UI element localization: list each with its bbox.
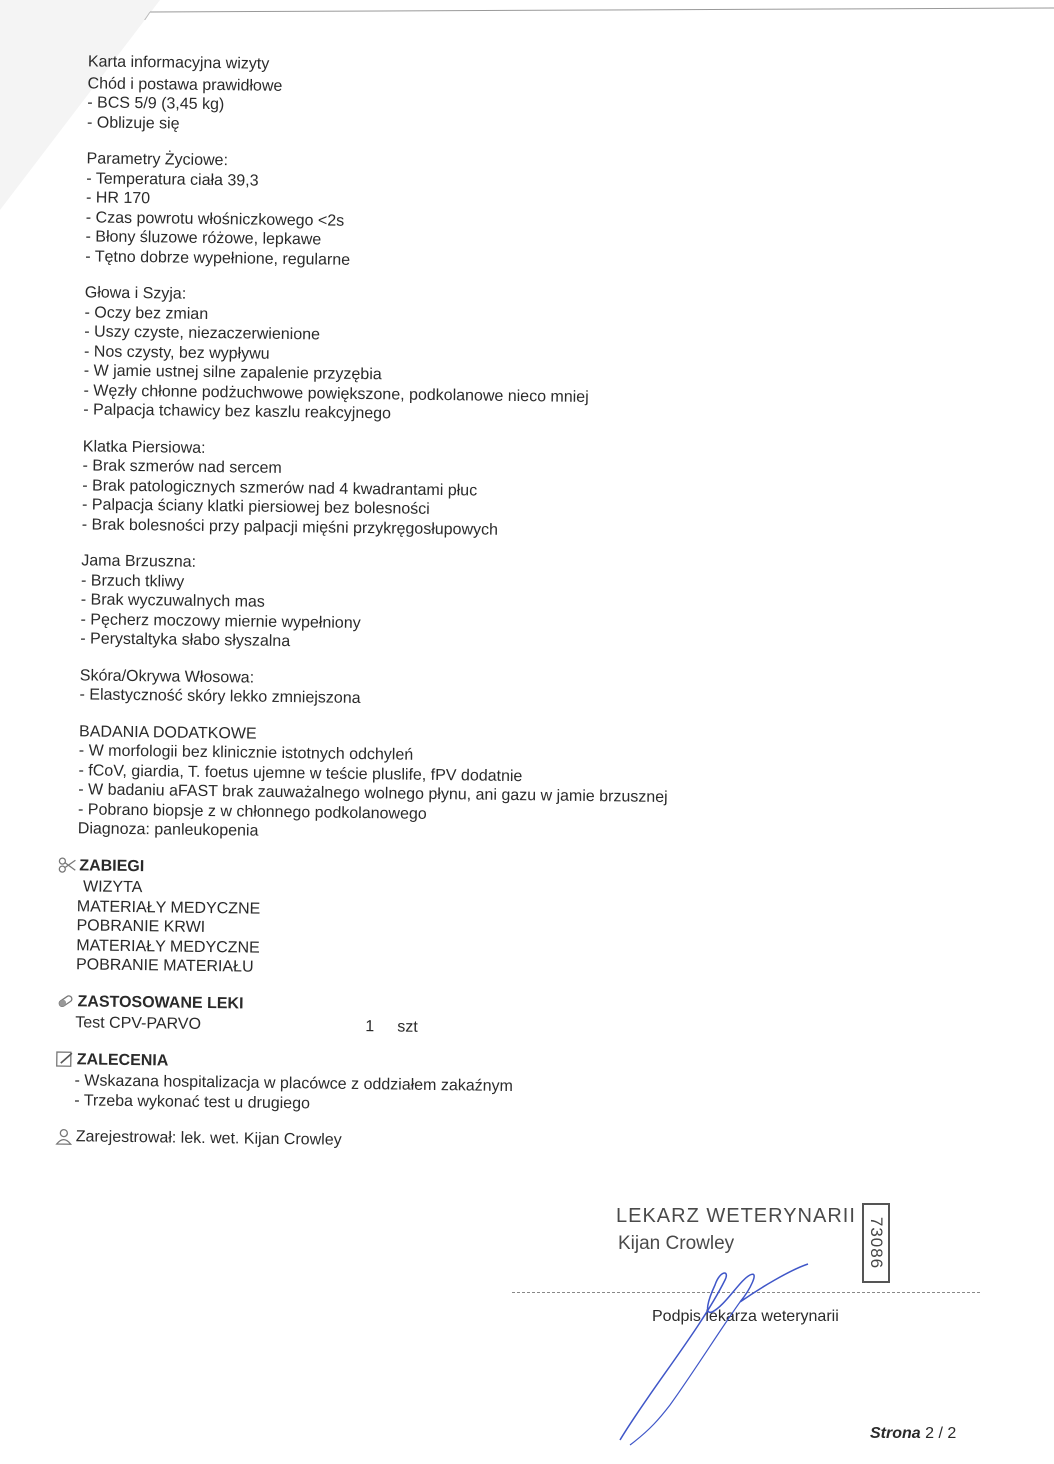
- page-total: / 2: [938, 1425, 957, 1442]
- head-neck-title: Głowa i Szyja:: [84, 284, 187, 303]
- vitals-item: - HR 170: [85, 189, 151, 208]
- chest-item: - Brak szmerów nad sercem: [82, 457, 282, 477]
- chest-title: Klatka Piersiowa:: [82, 437, 206, 457]
- vitals-item: - Czas powrotu włośniczkowego <2s: [85, 208, 345, 230]
- additional-tests-block: [50, 721, 951, 850]
- head-neck-item: - Uszy czyste, niezaczerwienione: [84, 323, 321, 344]
- document-title: Karta informacyjna wizyty: [87, 53, 270, 73]
- registered-by: [46, 1127, 946, 1158]
- abdomen-block: [52, 551, 953, 660]
- page-number: [870, 1425, 956, 1443]
- chest-block: [54, 436, 955, 545]
- recommendation-item: - Wskazana hospitalizacja w placówce z oddziałem zakaźnym: [74, 1072, 514, 1096]
- skin-block: [51, 665, 951, 716]
- additional-tests-item: - W morfologii bez klinicznie istotnych odchyleń: [78, 742, 414, 764]
- handwritten-signature: [600, 1240, 820, 1460]
- additional-tests-item: - fCoV, giardia, T. foetus ujemne w teście pluslife, fPV dodatnie: [78, 761, 523, 785]
- signature-label: Podpis lekarza weterynarii: [652, 1308, 839, 1325]
- page-top-edge: [0, 0, 1054, 20]
- recommendations-title: ZALECENIA: [76, 1050, 169, 1070]
- recommendation-item: - Trzeba wykonać test u drugiego: [74, 1091, 311, 1112]
- chest-item: - Palpacja ściany klatki piersiowej bez bolesności: [81, 496, 430, 518]
- general-line: - Oblizuje się: [86, 113, 180, 133]
- registered-text: Zarejestrował: lek. wet. Kijan Crowley: [75, 1128, 342, 1149]
- abdomen-item: - Perystaltyka słabo słyszalna: [80, 630, 291, 651]
- notepad-icon: [55, 1050, 75, 1068]
- procedure-item: MATERIAŁY MEDYCZNE: [76, 897, 261, 918]
- recommendations-section: [46, 1049, 947, 1121]
- skin-title: Skóra/Okrywa Włosowa:: [79, 666, 255, 687]
- scissors-icon: [57, 856, 77, 874]
- stamp-license-number: [862, 1203, 890, 1283]
- vitals-block: [57, 149, 958, 278]
- chest-item: - Brak patologicznych szmerów nad 4 kwadrantami płuc: [82, 476, 478, 499]
- procedures-title: ZABIEGI: [79, 856, 145, 875]
- drug-name: Test CPV-PARVO: [75, 1014, 202, 1033]
- page-label: Strona: [870, 1425, 921, 1442]
- vitals-item: - Temperatura ciała 39,3: [86, 169, 259, 190]
- abdomen-item: - Brak wyczuwalnych mas: [80, 591, 265, 611]
- head-neck-item: - Nos czysty, bez wypływu: [83, 342, 270, 363]
- registered-row: [54, 1127, 946, 1158]
- procedures-section: [48, 855, 949, 986]
- drug-quantity: 1: [365, 1018, 375, 1036]
- additional-tests-title: BADANIA DODATKOWE: [78, 722, 257, 743]
- head-neck-item: - Palpacja tchawicy bez kaszlu reakcyjnego: [83, 401, 392, 423]
- procedure-item: POBRANIE MATERIAŁU: [75, 956, 254, 976]
- abdomen-title: Jama Brzuszna:: [81, 552, 197, 571]
- drug-unit: szt: [397, 1018, 418, 1036]
- license-number: 73086: [867, 1216, 886, 1270]
- abdomen-item: - Brzuch tkliwy: [80, 571, 185, 591]
- page-current: 2: [925, 1425, 935, 1442]
- procedure-item: MATERIAŁY MEDYCZNE: [76, 936, 260, 957]
- user-icon: [54, 1128, 74, 1146]
- head-neck-item: - Węzły chłonne podżuchwowe powiększone, podkolanowe nieco mniej: [83, 381, 589, 406]
- procedure-item: WIZYTA: [82, 878, 143, 897]
- procedure-item: POBRANIE KRWI: [76, 917, 206, 936]
- additional-tests-item: - Pobrano biopsje z w chłonnego podkolanowego: [77, 800, 427, 823]
- head-neck-block: [55, 283, 957, 431]
- drugs-title: ZASTOSOWANE LEKI: [77, 992, 244, 1012]
- general-line: Chód i postawa prawidłowe: [87, 74, 283, 95]
- vitals-item: - Tętno dobrze wypełnione, regularne: [85, 247, 351, 269]
- visit-card-document: [45, 52, 959, 1175]
- diagnosis: Diagnoza: panleukopenia: [77, 820, 259, 840]
- chest-item: - Brak bolesności przy palpacji mięśni przykręgosłupowych: [81, 515, 499, 539]
- head-neck-item: - Oczy bez zmian: [84, 303, 209, 323]
- head-neck-item: - W jamie ustnej silne zapalenie przyzębia: [83, 362, 382, 384]
- general-line: - BCS 5/9 (3,45 kg): [87, 94, 225, 114]
- drugs-section: [47, 991, 947, 1044]
- general-block: [59, 52, 960, 144]
- abdomen-item: - Pęcherz moczowy miernie wypełniony: [80, 610, 361, 632]
- vitals-item: - Błony śluzowe różowe, lepkawe: [85, 228, 322, 249]
- skin-item: - Elastyczność skóry lekko zmniejszona: [79, 686, 361, 707]
- additional-tests-item: - W badaniu aFAST brak zauważalnego wolnego płynu, ani gazu w jamie brzusznej: [78, 781, 668, 807]
- vitals-title: Parametry Życiowe:: [86, 150, 229, 170]
- pill-icon: [55, 992, 75, 1010]
- stamp-doctor-name: Kijan Crowley: [618, 1233, 735, 1254]
- stamp-title: LEKARZ WETERYNARII: [616, 1205, 856, 1227]
